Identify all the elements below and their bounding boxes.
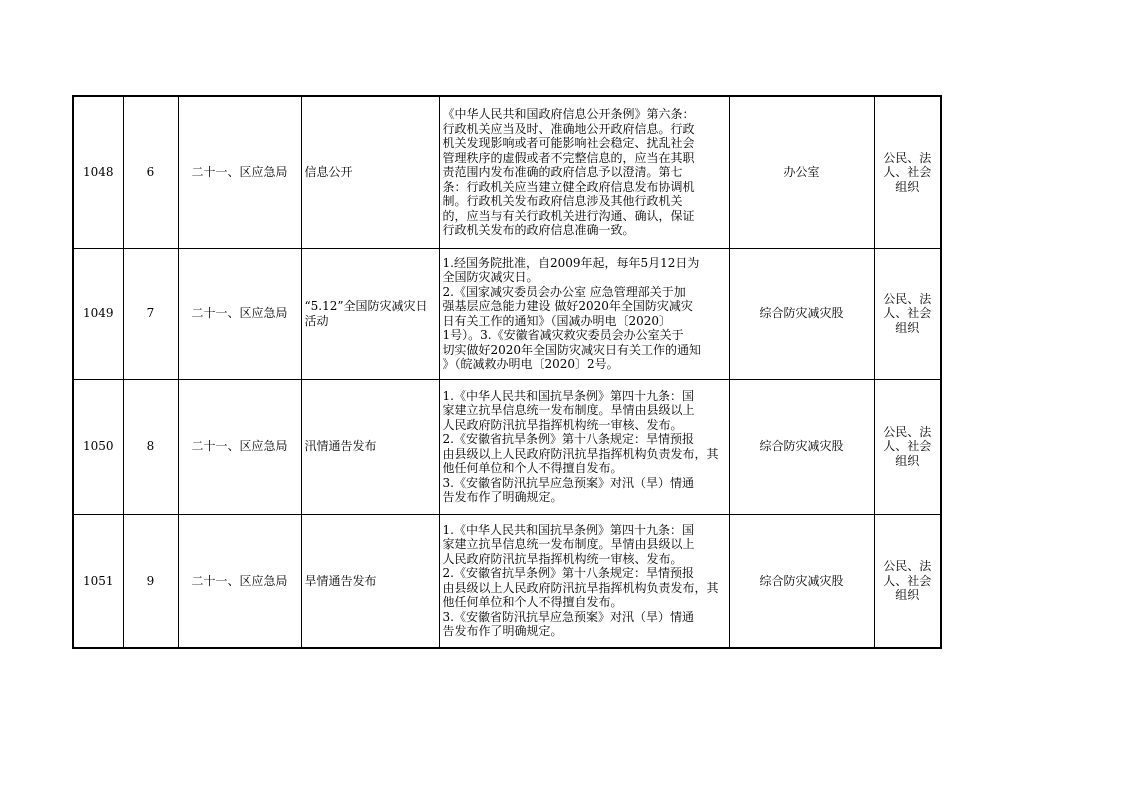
office-cell: 综合防灾减灾股: [729, 379, 874, 514]
table-row: [73, 514, 941, 648]
item-cell: “5.12”全国防灾减灾日活动: [301, 248, 439, 379]
target-cell: 公民、法人、社会组织: [874, 248, 941, 379]
seq-cell: 1051: [73, 514, 123, 648]
basis-cell: 1.《中华人民共和国抗旱条例》第四十九条：国 家建立抗旱信息统一发布制度。旱情由县级以上 人民政府防汛抗旱指挥机构统一审核、发布。 2.《安徽省抗旱条例》第十八条规定：旱情预报 由县级以上人民政府防汛抗旱指挥机构负责发布，其 他任何单位和个人不得擅自发布。 3.《安徽省防汛抗旱应急预案》对汛（旱）情通 告发布作了明确规定。: [439, 379, 729, 514]
basis-cell: 《中华人民共和国政府信息公开条例》第六条： 行政机关应当及时、准确地公开政府信息。行政 机关发现影响或者可能影响社会稳定、扰乱社会 管理秩序的虚假或者不完整信息的，应当在其职 责范围内发布准确的政府信息予以澄清。第七 条：行政机关应当建立健全政府信息发布协调机 制。行政机关发布政府信息涉及其他行政机关 的，应当与有关行政机关进行沟通、确认，保证 行政机关发布的政府信息准确一致。: [439, 96, 729, 248]
office-cell: 综合防灾减灾股: [729, 514, 874, 648]
num-cell: 6: [123, 96, 178, 248]
table-row: [73, 248, 941, 379]
num-cell: 7: [123, 248, 178, 379]
dept-cell: 二十一、区应急局: [178, 96, 301, 248]
dept-cell: 二十一、区应急局: [178, 514, 301, 648]
target-cell: 公民、法人、社会组织: [874, 514, 941, 648]
table-row: [73, 379, 941, 514]
table-row: [73, 96, 941, 248]
target-cell: 公民、法人、社会组织: [874, 379, 941, 514]
num-cell: 8: [123, 379, 178, 514]
seq-cell: 1050: [73, 379, 123, 514]
basis-cell: 1.经国务院批准，自2009年起，每年5月12日为 全国防灾减灾日。 2.《国家减灾委员会办公室 应急管理部关于加 强基层应急能力建设 做好2020年全国防灾减灾 日有关工作的通知》（国减办明电〔2020〕 1号）。3.《安徽省减灾救灾委员会办公室关于 切实做好2020年全国防灾减灾日有关工作的通知 》（皖减救办明电〔2020〕2号。: [439, 248, 729, 379]
num-cell: 9: [123, 514, 178, 648]
disclosure-table: [72, 95, 942, 649]
item-cell: 旱情通告发布: [301, 514, 439, 648]
seq-cell: 1049: [73, 248, 123, 379]
dept-cell: 二十一、区应急局: [178, 248, 301, 379]
target-cell: 公民、法人、社会组织: [874, 96, 941, 248]
office-cell: 办公室: [729, 96, 874, 248]
office-cell: 综合防灾减灾股: [729, 248, 874, 379]
basis-cell: 1.《中华人民共和国抗旱条例》第四十九条：国 家建立抗旱信息统一发布制度。旱情由县级以上 人民政府防汛抗旱指挥机构统一审核、发布。 2.《安徽省抗旱条例》第十八条规定：旱情预报 由县级以上人民政府防汛抗旱指挥机构负责发布，其 他任何单位和个人不得擅自发布。 3.《安徽省防汛抗旱应急预案》对汛（旱）情通 告发布作了明确规定。: [439, 514, 729, 648]
item-cell: 汛情通告发布: [301, 379, 439, 514]
dept-cell: 二十一、区应急局: [178, 379, 301, 514]
item-cell: 信息公开: [301, 96, 439, 248]
seq-cell: 1048: [73, 96, 123, 248]
